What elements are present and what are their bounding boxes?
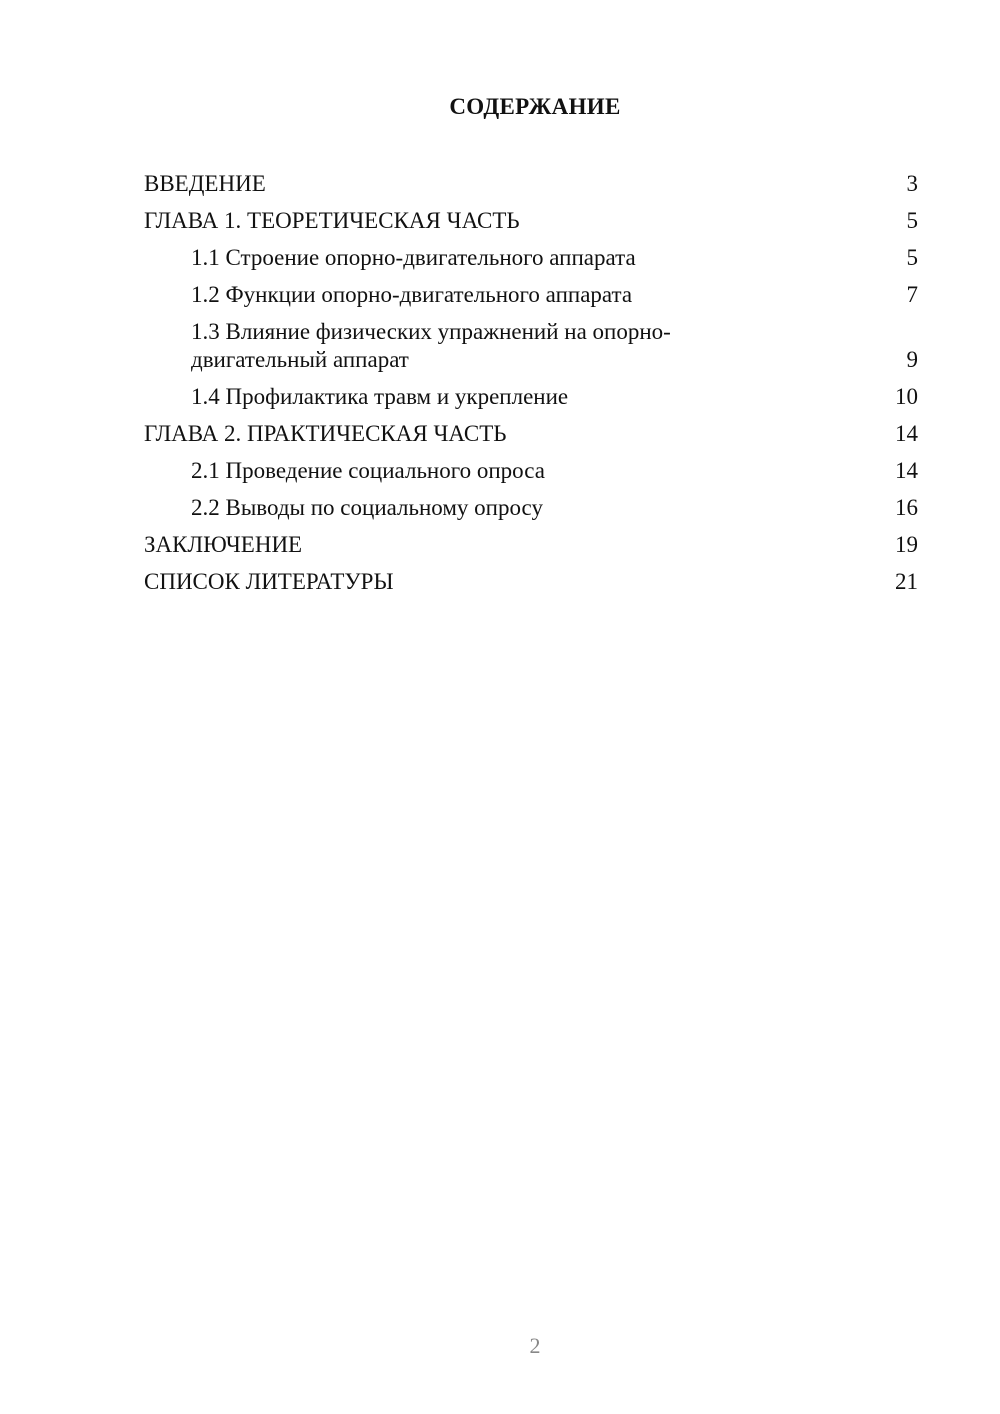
toc-entry-page: 21 bbox=[895, 569, 918, 594]
page-title: СОДЕРЖАНИЕ bbox=[449, 94, 621, 119]
toc-entry-page: 7 bbox=[906, 282, 918, 307]
toc-entry-label: 1.2 Функции опорно-двигательного аппарата bbox=[191, 282, 633, 307]
toc-entry-label: 2.2 Выводы по социальному опросу bbox=[191, 495, 543, 520]
toc-entry-page: 5 bbox=[906, 245, 918, 270]
toc-entry-references bbox=[144, 568, 918, 596]
toc-entry-chapter-1 bbox=[144, 207, 918, 235]
toc-entry-label: СПИСОК ЛИТЕРАТУРЫ bbox=[144, 569, 394, 594]
toc-entry-label: ГЛАВА 2. ПРАКТИЧЕСКАЯ ЧАСТЬ bbox=[144, 421, 507, 446]
toc-entry-page: 19 bbox=[895, 532, 918, 557]
toc-entry-label: 1.4 Профилактика травм и укрепление bbox=[191, 384, 569, 409]
toc-entry-label: ГЛАВА 1. ТЕОРЕТИЧЕСКАЯ ЧАСТЬ bbox=[144, 208, 520, 233]
toc-entry-page: 16 bbox=[895, 495, 918, 520]
toc-entry-conclusion bbox=[144, 531, 918, 559]
toc-entry-label: 1.1 Строение опорно-двигательного аппарата bbox=[191, 245, 636, 270]
toc-entry-page: 10 bbox=[895, 384, 918, 409]
toc-entry-section-2-1 bbox=[144, 457, 918, 485]
toc-entry-introduction bbox=[144, 170, 918, 198]
toc-entry-page: 14 bbox=[895, 421, 918, 446]
toc-entry-section-1-3 bbox=[144, 318, 918, 374]
toc-entry-chapter-2 bbox=[144, 420, 918, 448]
toc-entry-section-1-4 bbox=[144, 383, 918, 411]
toc-entry-label: 1.3 Влияние физических упражнений на опорно-двигательный аппарат bbox=[191, 319, 671, 372]
toc-entry-page: 14 bbox=[895, 458, 918, 483]
toc-entry-section-2-2 bbox=[144, 494, 918, 522]
toc-entry-section-1-2 bbox=[144, 281, 918, 309]
toc-entry-page: 5 bbox=[906, 208, 918, 233]
toc-entry-label: ЗАКЛЮЧЕНИЕ bbox=[144, 532, 303, 557]
table-of-contents bbox=[144, 170, 918, 596]
toc-entry-page: 9 bbox=[906, 347, 918, 372]
toc-entry-label: 2.1 Проведение социального опроса bbox=[191, 458, 545, 483]
toc-entry-section-1-1 bbox=[144, 244, 918, 272]
toc-entry-page: 3 bbox=[906, 171, 918, 196]
page-number: 2 bbox=[529, 1333, 541, 1358]
toc-entry-label: ВВЕДЕНИЕ bbox=[144, 171, 266, 196]
